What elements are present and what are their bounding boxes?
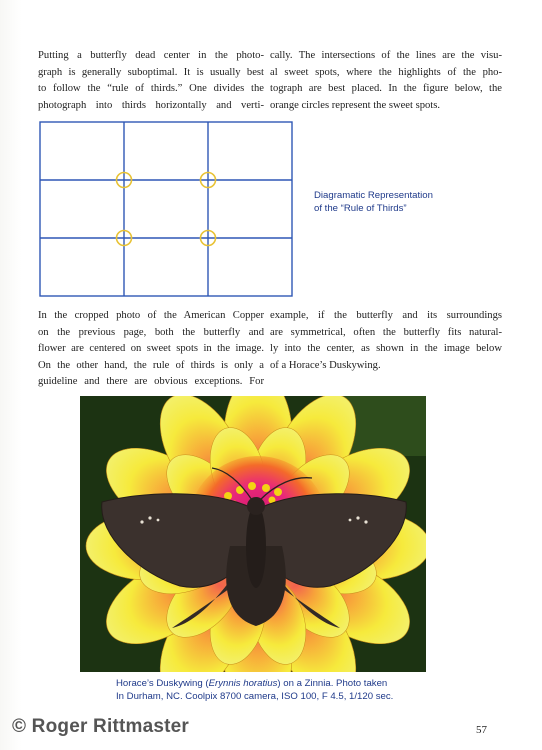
text-column-middle-right: [270, 308, 502, 374]
thirds-grid: [40, 122, 292, 296]
text-line: On the other hand, the rule of thirds is only a: [38, 359, 264, 371]
text-line: orange circles represent the sweet spots.: [270, 99, 441, 111]
butterfly-photo: [80, 396, 426, 672]
text-line: are symmetrical, often the butterfly fits natural-: [270, 326, 502, 338]
text-line: on the previous page, both the butterfly and: [38, 326, 264, 338]
photo-caption-line-1: [116, 678, 416, 691]
copyright-watermark: © Roger Rittmaster: [12, 716, 190, 737]
zinnia-butterfly-illustration: [80, 396, 426, 672]
text-column-middle-left: [38, 308, 264, 391]
text-line: to follow the “rule of thirds.” One divides the: [38, 83, 264, 95]
text-line: example, if the butterfly and its surroundings: [270, 310, 502, 321]
text-line: photograph into thirds horizontally and verti-: [38, 99, 264, 111]
text-line: guideline and there are obvious exceptions. For: [38, 376, 264, 388]
page-number: 57: [476, 724, 487, 736]
caption-text: ) on a Zinnia. Photo taken: [277, 678, 388, 689]
text-line: In the cropped photo of the American Copper: [38, 310, 264, 321]
text-line: flower are centered on sweet spots in the image.: [38, 343, 264, 355]
rule-of-thirds-diagram: [38, 120, 294, 298]
diagram-caption-line: Diagramatic Representation: [314, 190, 433, 201]
photo-caption: [116, 678, 416, 703]
text-line: tograph are best placed. In the figure below, the: [270, 83, 502, 95]
text-line: of a Horace’s Duskywing.: [270, 359, 381, 371]
diagram-caption: [314, 190, 494, 215]
text-column-top-right: [270, 48, 502, 114]
text-line: cally. The intersections of the lines are the visu-: [270, 50, 502, 61]
diagram-caption-line: of the “Rule of Thirds”: [314, 202, 407, 214]
text-line: Putting a butterfly dead center in the photo-: [38, 50, 264, 61]
text-column-top-left: [38, 48, 264, 114]
text-line: ly into the center, as shown in the image below: [270, 343, 502, 355]
text-line: graph is generally suboptimal. It is usually best: [38, 66, 264, 78]
text-line: al sweet spots, where the highlights of the pho-: [270, 66, 502, 78]
caption-common-name: Horace’s Duskywing (: [116, 678, 209, 689]
photo-caption-line-2: In Durham, NC. Coolpix 8700 camera, ISO 100, F 4.5, 1/120 sec.: [116, 690, 394, 702]
caption-species-name: Erynnis horatius: [208, 678, 278, 689]
grid-border: [40, 122, 292, 296]
